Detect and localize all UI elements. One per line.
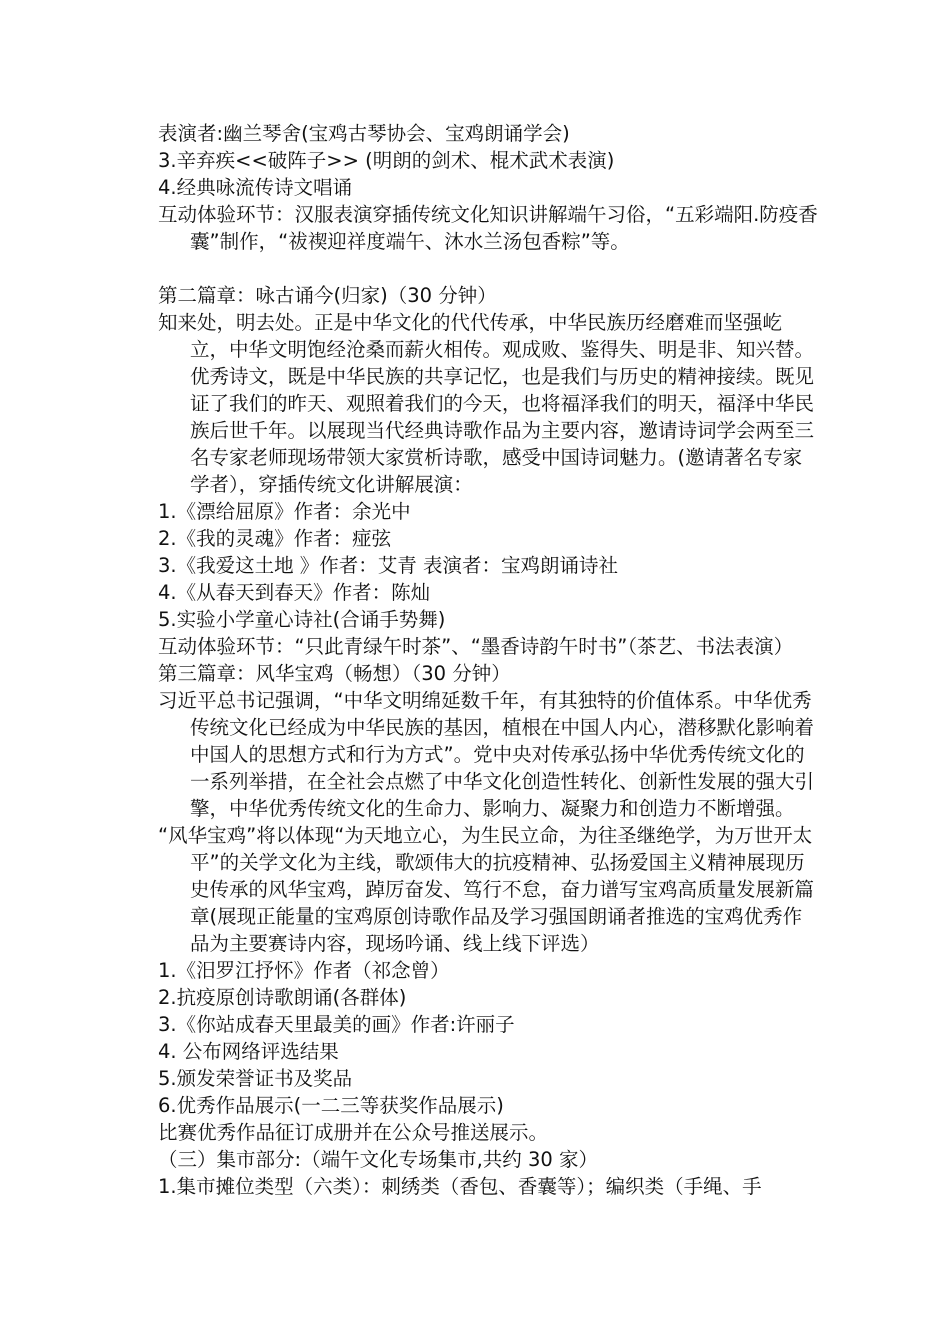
chapter-3-item-1: 1.《汨罗江抒怀》作者（祁念曾） bbox=[158, 959, 450, 982]
interactive-session-1: 互动体验环节：汉服表演穿插传统文化知识讲解端午习俗，“五彩端阳.防疫香囊”制作，“祓禊迎祥度端午、沐水兰汤包香粽”等。 bbox=[158, 203, 818, 253]
spacer bbox=[158, 255, 818, 282]
chapter-3-item-3: 3.《你站成春天里最美的画》作者:许丽子 bbox=[158, 1013, 515, 1036]
interactive-session-2: 互动体验环节：“只此青绿午时茶”、“墨香诗韵午时书”（茶艺、书法表演） bbox=[158, 635, 794, 658]
chapter-3-item-6: 6.优秀作品展示(一二三等获奖作品展示) bbox=[158, 1094, 504, 1117]
chapter-2-item-2: 2.《我的灵魂》作者：痖弦 bbox=[158, 527, 392, 550]
document-page bbox=[158, 120, 818, 1200]
chapter-2-item-5: 5.实验小学童心诗社(合诵手势舞) bbox=[158, 608, 446, 631]
market-section-title: （三）集市部分:（端午文化专场集市,共约 30 家） bbox=[158, 1148, 598, 1171]
chapter-2-item-4: 4.《从春天到春天》作者：陈灿 bbox=[158, 581, 431, 604]
chapter-3-body-2: “风华宝鸡”将以体现“为天地立心，为生民立命，为往圣继绝学，为万世开太平”的关学文化为主线，歌颂伟大的抗疫精神、弘扬爱国主义精神展现历史传承的风华宝鸡，踔厉奋发、笃行不怠，奋力谱写宝鸡高质量发展新篇章(展现正能量的宝鸡原创诗歌作品及学习强国朗诵者推选的宝鸡优秀作品为主要赛诗内容，现场吟诵、线上线下评选） bbox=[158, 824, 815, 955]
chapter-2-body: 知来处，明去处。正是中华文化的代代传承，中华民族历经磨难而坚强屹立，中华文明饱经沧桑而薪火相传。观成败、鉴得失、明是非、知兴替。优秀诗文，既是中华民族的共享记忆，也是我们与历史的精神接续。既见证了我们的昨天、观照着我们的今天，也将福泽我们的明天，福泽中华民族后世千年。以展现当代经典诗歌作品为主要内容，邀请诗词学会两至三名专家老师现场带领大家赏析诗歌，感受中国诗词魅力。(邀请著名专家学者），穿插传统文化讲解展演： bbox=[158, 311, 815, 496]
market-item-1: 1.集市摊位类型（六类）：刺绣类（香包、香囊等）；编织类（手绳、手 bbox=[158, 1175, 762, 1198]
chapter-3-body-1: 习近平总书记强调，“中华文明绵延数千年，有其独特的价值体系。中华优秀传统文化已经成为中华民族的基因，植根在中国人内心，潜移默化影响着中国人的思想方式和行为方式”。党中央对传承弘扬中华优秀传统文化的一系列举措，在全社会点燃了中华文化创造性转化、创新性发展的强大引擎，中华优秀传统文化的生命力、影响力、凝聚力和创造力不断增强。 bbox=[158, 689, 815, 820]
chapter-3-item-4: 4. 公布网络评选结果 bbox=[158, 1040, 339, 1063]
compile-note: 比赛优秀作品征订成册并在公众号推送展示。 bbox=[158, 1121, 549, 1144]
chapter-3-title: 第三篇章：风华宝鸡（畅想）（30 分钟） bbox=[158, 662, 511, 685]
program-item-4: 4.经典咏流传诗文唱诵 bbox=[158, 176, 353, 199]
chapter-2-title: 第二篇章：咏古诵今(归家)（30 分钟） bbox=[158, 284, 497, 307]
chapter-2-item-1: 1.《漂给屈原》作者：余光中 bbox=[158, 500, 411, 523]
chapter-3-item-5: 5.颁发荣誉证书及奖品 bbox=[158, 1067, 353, 1090]
program-item-3: 3.辛弃疾<<破阵子>> (明朗的剑术、棍术武术表演) bbox=[158, 149, 615, 172]
performer-line: 表演者:幽兰琴舍(宝鸡古琴协会、宝鸡朗诵学会) bbox=[158, 122, 570, 145]
chapter-2-item-3: 3.《我爱这土地 》作者：艾青 表演者：宝鸡朗诵诗社 bbox=[158, 554, 619, 577]
chapter-3-item-2: 2.抗疫原创诗歌朗诵(各群体) bbox=[158, 986, 407, 1009]
